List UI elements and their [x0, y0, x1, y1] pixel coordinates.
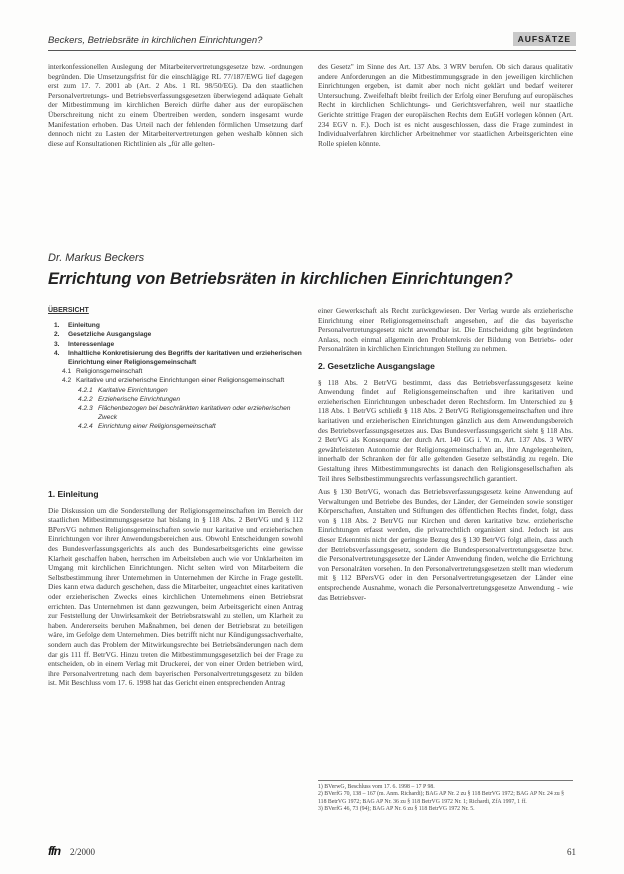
- section-1-column: [48, 490, 303, 835]
- right-intro-paragraph: einer Gewerkschaft als Recht zurückgewiesen. Der Verlag wurde als erzieherische Einrichtung einer Religionsgemeinschaft angesehen, auf die das bayerische Personalvertretungsgesetz nicht anwendbar ist. Die Entscheidung gibt begründeten Anlass, noch einmal allgemein den Problemkreis der Bildung von Betriebs- oder Personalräten in kirchlichen Einrichtungen Stellung zu nehmen.: [318, 306, 573, 354]
- running-head: [48, 34, 576, 51]
- toc-item: 4.2.1 Karitative Einrichtungen: [78, 386, 168, 394]
- toc-heading: ÜBERSICHT: [48, 307, 89, 314]
- article-title: Errichtung von Betriebsräten in kirchlichen Einrichtungen?: [48, 270, 513, 288]
- section-label: AUFSÄTZE: [513, 32, 576, 46]
- toc-item: 1. Einleitung: [54, 322, 100, 330]
- top-right-column: [318, 62, 573, 186]
- top-left-column: [48, 62, 303, 186]
- top-right-paragraph: des Gesetz" im Sinne des Art. 137 Abs. 3 WRV berufen. Ob sich daraus qualitativ andere Anforderungen an die Mitbestimmungsgrade in den jeweiligen kirchlichen Einrichtungen ergeben, ist damit aber noch nicht geklärt und bedarf weiterer Untersuchung. Zweifelhaft bleibt freilich der Erfolg einer Berufung auf europäisches Recht in kirchlichen Schlichtungs- und Gerichtsverfahren, weil nur staatliche Gerichte strittige Fragen der europäischen Rechts dem EuGH vorlegen können (Art. 234 EGV n. F.). Doch ist es nicht ausgeschlossen, dass die Frage zumindest in Individualverfahren kirchlicher Arbeitnehmer vor staatlichen Arbeitsgerichten eine Rolle spielen könnte.: [318, 62, 573, 148]
- toc-item: 4.2.4 Einrichtung einer Religionsgemeinschaft: [78, 423, 216, 431]
- page-number: 61: [567, 847, 576, 857]
- toc-item: 4.2 Karitative und erzieherische Einrichtungen einer Religionsgemeinschaft: [62, 377, 285, 385]
- running-head-text: Beckers, Betriebsräte in kirchlichen Einrichtungen?: [48, 35, 263, 46]
- page-footer: [48, 846, 576, 860]
- toc-item: 4.2.2 Erzieherische Einrichtungen: [78, 395, 181, 403]
- article-author: Dr. Markus Beckers: [48, 252, 145, 264]
- toc-item: 4.2.3 Flächenbezogen bei beschränkten karitativen oder erzieherischen Zweck: [78, 405, 291, 422]
- section-2-paragraph-1: § 118 Abs. 2 BetrVG bestimmt, dass das Betriebsverfassungsgesetz keine Anwendung findet auf Religionsgemeinschaften und ihre karitativen und erzieherischen Einrichtungen unbeschadet deren Rechtsform. Im Unterschied zu § 118 Abs. 1 BetrVG schließt § 118 Abs. 2 BetrVG Religionsgemeinschaften und ihre karitativen und erzieherischen Einrichtungen gänzlich aus dem Anwendungsbereich des Betriebsverfassungsgesetzes aus. Das Bundesverfassungsgericht sieht § 118 Abs. 2 BetrVG als Konsequenz der durch Art. 140 GG i. V. m. Art. 137 Abs. 3 WRV gewährleisteten Autonomie der Religionsgemeinschaften an, ihre Angelegenheiten, innerhalb der Schranken der für alle geltenden Gesetze selbständig zu regeln. Die Gestaltung ihres Mitbestimmungsrechts ist danach den Religionsgesellschaften als Teil ihres Selbstbestimmungsrechts verfassungsrechtlich garantiert.: [318, 377, 573, 483]
- top-left-paragraph: interkonfessionellen Auslegung der Mitarbeitervertretungsgesetze bzw. -ordnungen begründen. Die Umsetzungsfrist für die einschlägige RL 77/187/EWG lief dagegen erst zum 17. 7. 2001 ab (Art. 2 Abs. 1 RL 98/50/EG). Da den staatlichen Personalvertretungs- und Betriebsverfassungsgesetzen überwiegend adäquate Gehalt der Mitbestimmung im kirchlichen Bereich dürfte daher aus der europäischen Überschreitung nicht zu einem Übertreiben werden, sondern insgesamt wurde Manifestation erhoben. Das Urteil nach der fehlenden förmlichen Umsetzung darf dennoch nicht zu Lasten der Mitarbeitervertretungen gehen weshalb können sich diese auf Konsultationen Richtlinien als „für alle gelten-: [48, 62, 303, 148]
- toc-item: 4.1 Religionsgemeinschaft: [62, 368, 143, 376]
- footnote: 3) BVerfG 46, 73 (94); BAG AP Nr. 6 zu § 118 BetrVG 1972 Nr. 5.: [318, 806, 475, 813]
- issue-number: 2/2000: [70, 847, 96, 857]
- journal-logo: ffn: [48, 844, 61, 858]
- right-column: [318, 306, 573, 778]
- footnote: 1) BVerwG, Beschluss vom 17. 6. 1998 – 17 P 98.: [318, 784, 435, 790]
- footnotes: [318, 780, 573, 814]
- section-heading-1: 1. Einleitung: [48, 490, 99, 499]
- section-1-paragraph: Die Diskussion um die Sonderstellung der Religionsgemeinschaften im Bereich der staatlichen Mitbestimmungsgesetze hat bislang in § 118 Abs. 2 BetrVG und § 112 BPersVG nehmen Religionsgemeinschaften sowie nur karitative und erzieherischen Einrichtungen vor ihrer Anwendungsbereichen aus. Obwohl Entscheidungen sowohl des Bundesverfassungsgerichts als auch des Bundesarbeitsgerichts eine gewisse Klarheit geschaffen haben, herrschen im Arbeitsleben auch wie vor Unklarheiten im Umgang mit kirchlichen Einrichtungen. Nicht selten wird von Mitarbeitern die Selbstbestimmung ihrer Unternehmen in Unternehmen der Kirche in Frage gestellt. Dies kann etwa dadurch geschehen, dass die Mitarbeiter, ungeachtet eines karitativen oder erzieherischen Zwecks eines kirchlichen Unternehmens einen Betriebsrat errichten. Das Unternehmen ist dann gezwungen, beim Arbeitsgericht einen Antrag zur Feststellung der Unwirksamkeit der Betriebsratswahl zu stellen, um Klarheit zu haben. Andererseits beruhen Maßnahmen, bei denen der Betriebsrat zu beteiligen wäre, im Gefolge dem Unternehmen. Dies betrifft nicht nur Kündigungssachverhalte, sondern auch das Problem der Mitwirkungsrechte bei Betriebsänderungen nach dem dar gis 111 ff. BetrVG. Hinzu treten die Mitbestimmungsgesetzlich bei der Frage zu entscheiden, ob in einem Verlag mit Druckerei, der von einer Orden betrieben wird, ihre Personalvertretung nach dem bayerischen Personalvertretungsgesetz zu bilden ist. Mit Beschluss vom 17. 6. 1998 hat das Gericht einen entsprechenden Antrag: [48, 505, 303, 688]
- footnote: 2) BVerfG 70, 138 – 167 (m. Anm. Richardi); BAG AP Nr. 2 zu § 118 BetrVG 1972; BAG AP Nr. 24 zu § 118 BetrVG 1972; BAG AP Nr. 36 zu § 118 BetrVG 1972 Nr. 1; Richardi, ZfA 1997, 1 ff.: [318, 791, 565, 805]
- section-2-paragraph-2: Aus § 130 BetrVG, wonach das Betriebsverfassungsgesetz keine Anwendung auf Verwaltungen und Betriebe des Bundes, der Länder, der Gemeinden sowie sonstiger Körperschaften, Anstalten und Stiftungen des öffentlichen Rechts findet, folgt, dass von § 118 Abs. 2 BetrVG nur Kirchen und deren karitative bzw. erzieherische Einrichtungen erfasst werden, die privatrechtlich organisiert sind. Jedoch ist aus dieser Erkenntnis nicht der geringste Bezug des § 130 BetrVG folgt allein, dass auch der Betriebsverfassungsgesetz, sondern die Bundespersonalvertretungsgesetze bzw. die Personalvertretungsgesetze der Länder Anwendung finden, welche die Errichtung von Personalräten vorsehen. In den Personalvertretungsgesetzen stellt man wiederum mit § 112 BPersVG oder in den Personalvertretungsgesetzen der Länder eine entsprechende Ausnahme, wonach die Personalvertretungsgesetze Anwendung - wie das Betriebsver-: [318, 487, 573, 602]
- table-of-contents: [48, 306, 303, 432]
- toc-item: 2. Gesetzliche Ausgangslage: [54, 331, 152, 339]
- section-heading-2: 2. Gesetzliche Ausgangslage: [318, 360, 435, 371]
- toc-item: 3. Interessenlage: [54, 340, 115, 348]
- toc-item: 4. Inhaltliche Konkretisierung des Begriffs der karitativen und erzieherischen Einrichtung einer Religionsgemeinschaft: [54, 349, 302, 367]
